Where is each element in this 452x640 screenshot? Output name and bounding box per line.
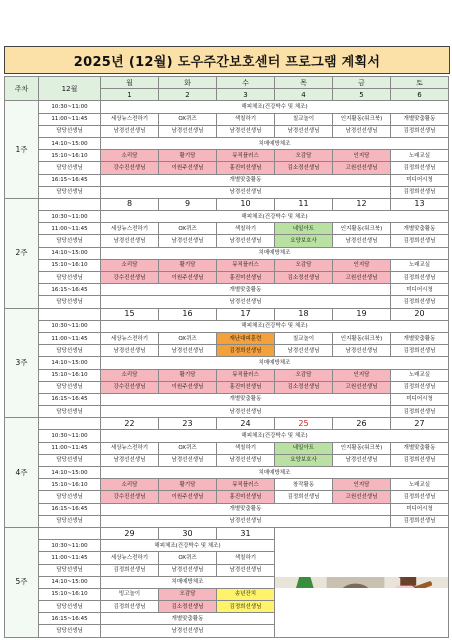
teacher-cell: 남경선선생님 <box>333 125 391 137</box>
date-cell: 20 <box>391 308 449 320</box>
blank-cell <box>39 198 101 210</box>
program-cell: OX퀴즈 <box>159 223 217 235</box>
teacher-cell: 남경선선생님 <box>101 125 159 137</box>
table-row <box>5 332 449 344</box>
teacher-cell: 고원선선생님 <box>333 491 391 503</box>
teacher-cell: 강수진선생님 <box>101 162 159 174</box>
table-row <box>5 320 449 332</box>
table-row <box>5 308 449 320</box>
teacher-cell: 남경선선생님 <box>217 125 275 137</box>
table-row <box>5 454 449 466</box>
teacher-cell: 남경선선생님 <box>101 406 391 418</box>
program-cell: 치매예방체조 <box>101 137 449 149</box>
program-cell: 노래교실 <box>391 259 449 271</box>
teacher-label: 담당선생님 <box>39 625 101 637</box>
program-cell: OX퀴즈 <box>159 113 217 125</box>
program-cell: 치매예방체조 <box>101 247 449 259</box>
date-cell: 18 <box>275 308 333 320</box>
page-title: 2025년 (12월) 도우주간보호센터 프로그램 계획서 <box>4 46 450 74</box>
table-row <box>5 113 449 125</box>
program-cell: 개별맞춤활동 <box>101 174 391 186</box>
day-header: 목 <box>275 77 333 89</box>
date-cell: 29 <box>101 527 159 539</box>
date-cell: 22 <box>101 418 159 430</box>
teacher-cell: 김정희선생님 <box>391 186 449 198</box>
teacher-cell: 김경희선생님 <box>217 345 275 357</box>
blank-cell <box>39 308 101 320</box>
date-cell: 23 <box>159 418 217 430</box>
blank-cell <box>39 418 101 430</box>
teacher-cell: 남경선선생님 <box>275 125 333 137</box>
teacher-cell: 남경선선생님 <box>159 125 217 137</box>
teacher-cell: 김정희선생님 <box>391 345 449 357</box>
program-cell: 오감담 <box>275 150 333 162</box>
date-header: 4 <box>275 89 333 101</box>
program-cell: 색칠하기 <box>217 552 275 564</box>
teacher-cell: 남경선선생님 <box>101 186 391 198</box>
date-cell: 17 <box>217 308 275 320</box>
teacher-cell: 남경선선생님 <box>101 235 159 247</box>
teacher-label: 담당선생님 <box>39 406 101 418</box>
teacher-cell: 남경선선생님 <box>333 235 391 247</box>
teacher-label: 담당선생님 <box>39 186 101 198</box>
program-cell: 뮤직플러스 <box>217 369 275 381</box>
schedule-table <box>4 76 449 638</box>
teacher-cell: 김정희선생님 <box>391 515 449 527</box>
date-cell: 26 <box>333 418 391 430</box>
week-label: 2주 <box>5 198 39 308</box>
program-cell: 오감담 <box>159 588 217 600</box>
time-slot: 14:10~15:00 <box>39 467 101 479</box>
table-row <box>5 125 449 137</box>
table-row <box>5 186 449 198</box>
teacher-cell: 김정희선생님 <box>217 601 275 613</box>
teacher-cell: 김정희선생님 <box>391 125 449 137</box>
table-row <box>5 174 449 186</box>
table-row <box>5 467 449 479</box>
holiday-date-cell: 25 <box>275 418 333 430</box>
date-header: 6 <box>391 89 449 101</box>
program-cell: OX퀴즈 <box>159 552 217 564</box>
teacher-label: 담당선생님 <box>39 162 101 174</box>
time-slot: 11:00~11:45 <box>39 332 101 344</box>
program-cell: 개별맞춤활동 <box>101 613 275 625</box>
date-cell: 13 <box>391 198 449 210</box>
program-cell: 치매예방체조 <box>101 576 275 588</box>
teacher-label: 담당선생님 <box>39 601 101 613</box>
teacher-cell: 김소정선생님 <box>275 162 333 174</box>
date-cell: 19 <box>333 308 391 320</box>
program-cell: 해피체조(건강박수 및 체조) <box>101 430 449 442</box>
teacher-cell: 김정희선생님 <box>101 601 159 613</box>
time-slot: 16:15~16:45 <box>39 174 101 186</box>
time-slot: 11:00~11:45 <box>39 113 101 125</box>
table-row <box>5 515 449 527</box>
teacher-cell: 김소정선생님 <box>159 601 217 613</box>
program-cell: 활기담 <box>159 479 217 491</box>
program-cell: 해피체조(건강박수 및 체조) <box>101 320 449 332</box>
table-row <box>5 491 449 503</box>
time-slot: 16:15~16:45 <box>39 613 101 625</box>
teacher-cell: 고원선선생님 <box>333 272 391 284</box>
program-cell: 활기담 <box>159 150 217 162</box>
date-cell: 10 <box>217 198 275 210</box>
teacher-cell: 남경선선생님 <box>333 345 391 357</box>
date-header: 1 <box>101 89 159 101</box>
program-cell: OX퀴즈 <box>159 442 217 454</box>
table-row <box>5 393 449 405</box>
teacher-cell: 김정희선생님 <box>391 162 449 174</box>
teacher-label: 담당선생님 <box>39 296 101 308</box>
teacher-cell: 김정희선생님 <box>391 491 449 503</box>
program-cell: 뮤직플러스 <box>217 259 275 271</box>
program-cell: 소리담 <box>101 150 159 162</box>
christmas-girl-violin-illustration <box>275 577 448 588</box>
table-row <box>5 406 449 418</box>
teacher-label: 담당선생님 <box>39 345 101 357</box>
day-header: 금 <box>333 77 391 89</box>
time-slot: 15:10~16:10 <box>39 369 101 381</box>
program-cell: 노래교실 <box>391 479 449 491</box>
program-cell: 치매예방체조 <box>101 467 449 479</box>
program-cell: 노래교실 <box>391 150 449 162</box>
teacher-cell: 강수진선생님 <box>101 381 159 393</box>
table-row <box>5 381 449 393</box>
table-row <box>5 479 449 491</box>
teacher-label: 담당선생님 <box>39 381 101 393</box>
teacher-cell: 요양보호사 <box>275 235 333 247</box>
teacher-cell: 이원주선생님 <box>159 381 217 393</box>
date-cell: 11 <box>275 198 333 210</box>
day-header: 화 <box>159 77 217 89</box>
date-cell: 27 <box>391 418 449 430</box>
table-row <box>5 223 449 235</box>
time-slot: 15:10~16:10 <box>39 588 101 600</box>
teacher-cell: 홍진미선생님 <box>217 162 275 174</box>
day-header: 토 <box>391 77 449 89</box>
program-cell: 세상뉴스전하기 <box>101 332 159 344</box>
time-slot: 14:10~15:00 <box>39 357 101 369</box>
teacher-cell: 이원주선생님 <box>159 272 217 284</box>
time-slot: 15:10~16:10 <box>39 479 101 491</box>
program-cell: 활기담 <box>159 259 217 271</box>
week-label: 3주 <box>5 308 39 418</box>
program-cell: 소리담 <box>101 369 159 381</box>
teacher-cell: 남경선선생님 <box>101 515 391 527</box>
table-row <box>5 418 449 430</box>
table-row <box>5 137 449 149</box>
table-row <box>5 101 449 113</box>
teacher-cell: 남경선선생님 <box>217 454 275 466</box>
table-row <box>5 211 449 223</box>
program-cell: 인지활동(워크북) <box>333 223 391 235</box>
date-cell: 16 <box>159 308 217 320</box>
teacher-cell: 김소정선생님 <box>275 272 333 284</box>
teacher-cell: 남경선선생님 <box>217 235 275 247</box>
program-cell: 개별맞춤활동 <box>101 393 391 405</box>
time-slot: 10:30~11:00 <box>39 101 101 113</box>
program-cell: 색칠하기 <box>217 442 275 454</box>
program-cell: 미디어시청 <box>391 503 449 515</box>
program-cell: 색칠하기 <box>217 113 275 125</box>
time-slot: 14:10~15:00 <box>39 247 101 259</box>
teacher-cell: 홍진미선생님 <box>217 272 275 284</box>
program-cell: 창작활동 <box>275 479 333 491</box>
teacher-label: 담당선생님 <box>39 454 101 466</box>
time-slot: 16:15~16:45 <box>39 503 101 515</box>
teacher-cell: 홍진미선생님 <box>217 381 275 393</box>
time-slot: 15:10~16:10 <box>39 150 101 162</box>
program-cell: 빙고놀이 <box>101 588 159 600</box>
program-cell: 인지담 <box>333 479 391 491</box>
time-slot: 14:10~15:00 <box>39 576 101 588</box>
program-cell: 뮤직플러스 <box>217 479 275 491</box>
time-slot: 10:30~11:00 <box>39 430 101 442</box>
program-cell: 인지활동(워크북) <box>333 442 391 454</box>
program-cell: 노래교실 <box>391 369 449 381</box>
date-header: 3 <box>217 89 275 101</box>
program-cell: 해피체조(건강박수 및 체조) <box>101 211 449 223</box>
date-cell: 24 <box>217 418 275 430</box>
program-cell: 미디어시청 <box>391 393 449 405</box>
blank-cell <box>39 527 101 539</box>
program-cell: 칠교놀이 <box>275 113 333 125</box>
teacher-cell: 고원선선생님 <box>333 162 391 174</box>
program-cell: 해피체조(건강박수 및 체조) <box>101 540 275 552</box>
program-cell: 치매예방체조 <box>101 357 449 369</box>
table-row <box>5 162 449 174</box>
program-cell: 개별맞춤활동 <box>101 284 391 296</box>
table-row <box>5 345 449 357</box>
time-slot: 16:15~16:45 <box>39 284 101 296</box>
week-column-header: 주차 <box>5 77 39 101</box>
christmas-illustration <box>275 527 449 637</box>
program-cell: 세상뉴스전하기 <box>101 223 159 235</box>
teacher-cell: 남경선선생님 <box>101 454 159 466</box>
program-cell: 미디어시청 <box>391 284 449 296</box>
table-row <box>5 259 449 271</box>
program-cell: 칠교놀이 <box>275 332 333 344</box>
time-slot: 11:00~11:45 <box>39 552 101 564</box>
week-label: 5주 <box>5 527 39 637</box>
teacher-label: 담당선생님 <box>39 125 101 137</box>
header-row-days <box>5 77 449 89</box>
program-cell: 오감담 <box>275 259 333 271</box>
teacher-cell: 김정희선생님 <box>391 454 449 466</box>
teacher-cell: 강수진선생님 <box>101 491 159 503</box>
teacher-cell: 남경선선생님 <box>159 345 217 357</box>
date-cell: 9 <box>159 198 217 210</box>
week-label: 1주 <box>5 101 39 199</box>
teacher-cell: 이원주선생님 <box>159 491 217 503</box>
teacher-cell: 남경선선생님 <box>275 345 333 357</box>
table-row <box>5 272 449 284</box>
time-slot: 11:00~11:45 <box>39 223 101 235</box>
program-cell: 개별맞춤활동 <box>101 503 391 515</box>
time-slot: 10:30~11:00 <box>39 211 101 223</box>
table-row <box>5 430 449 442</box>
program-cell: 세상뉴스전하기 <box>101 113 159 125</box>
table-row <box>5 369 449 381</box>
teacher-cell: 고원선선생님 <box>333 381 391 393</box>
program-cell: 개별맞춤활동 <box>391 223 449 235</box>
teacher-cell: 요양보호사 <box>275 454 333 466</box>
teacher-cell: 남경선선생님 <box>101 345 159 357</box>
program-cell: 인지담 <box>333 369 391 381</box>
program-cell: 해피체조(건강박수 및 체조) <box>101 101 449 113</box>
program-cell: 인지담 <box>333 150 391 162</box>
program-cell: 네일아트 <box>275 442 333 454</box>
program-cell: 송년잔치 <box>217 588 275 600</box>
table-row <box>5 198 449 210</box>
date-header: 2 <box>159 89 217 101</box>
program-cell: 네일아트 <box>275 223 333 235</box>
program-cell: 인지활동(워크북) <box>333 332 391 344</box>
time-slot: 14:10~15:00 <box>39 137 101 149</box>
date-cell: 31 <box>217 527 275 539</box>
table-row <box>5 284 449 296</box>
program-cell: 세상뉴스전하기 <box>101 552 159 564</box>
program-cell: 뮤직플러스 <box>217 150 275 162</box>
teacher-cell: 김정희선생님 <box>391 272 449 284</box>
teacher-cell: 김정희선생님 <box>275 491 333 503</box>
teacher-cell: 남경선선생님 <box>101 625 275 637</box>
teacher-label: 담당선생님 <box>39 491 101 503</box>
teacher-cell: 강수진선생님 <box>101 272 159 284</box>
teacher-cell: 김정희선생님 <box>391 381 449 393</box>
program-cell: 개별맞춤활동 <box>391 113 449 125</box>
teacher-cell: 홍진미선생님 <box>217 491 275 503</box>
date-cell: 8 <box>101 198 159 210</box>
time-slot: 11:00~11:45 <box>39 442 101 454</box>
program-cell: OX퀴즈 <box>159 332 217 344</box>
table-row <box>5 296 449 308</box>
teacher-cell: 남경선선생님 <box>159 564 217 576</box>
table-row <box>5 247 449 259</box>
table-row <box>5 357 449 369</box>
program-cell: 활기담 <box>159 369 217 381</box>
program-cell: 색칠하기 <box>217 223 275 235</box>
program-cell: 미디어시청 <box>391 174 449 186</box>
time-slot: 15:10~16:10 <box>39 259 101 271</box>
date-cell: 30 <box>159 527 217 539</box>
program-cell: 개별맞춤활동 <box>391 442 449 454</box>
program-cell: 개별맞춤활동 <box>391 332 449 344</box>
teacher-cell: 김소정선생님 <box>275 381 333 393</box>
teacher-label: 담당선생님 <box>39 235 101 247</box>
teacher-cell: 김정희선생님 <box>391 296 449 308</box>
time-slot: 16:15~16:45 <box>39 393 101 405</box>
program-cell: 소리담 <box>101 479 159 491</box>
table-row <box>5 442 449 454</box>
teacher-cell: 남경선선생님 <box>217 564 275 576</box>
teacher-cell: 김정희선생님 <box>101 564 159 576</box>
teacher-cell: 남경선선생님 <box>333 454 391 466</box>
day-header: 월 <box>101 77 159 89</box>
table-row <box>5 150 449 162</box>
teacher-cell: 이원주선생님 <box>159 162 217 174</box>
teacher-cell: 남경선선생님 <box>101 296 391 308</box>
teacher-label: 담당선생님 <box>39 515 101 527</box>
day-header: 수 <box>217 77 275 89</box>
table-row <box>5 527 449 539</box>
date-cell: 15 <box>101 308 159 320</box>
teacher-cell: 김정희선생님 <box>391 235 449 247</box>
week-label: 4주 <box>5 418 39 528</box>
teacher-label: 담당선생님 <box>39 272 101 284</box>
table-row <box>5 503 449 515</box>
date-header: 5 <box>333 89 391 101</box>
teacher-cell: 남경선선생님 <box>159 454 217 466</box>
program-cell: 소리담 <box>101 259 159 271</box>
time-slot: 10:30~11:00 <box>39 320 101 332</box>
teacher-cell: 남경선선생님 <box>159 235 217 247</box>
time-slot: 10:30~11:00 <box>39 540 101 552</box>
program-cell: 재난대피훈련 <box>217 332 275 344</box>
program-cell: 세상뉴스전하기 <box>101 442 159 454</box>
teacher-cell: 김정희선생님 <box>391 406 449 418</box>
program-cell: 인지담 <box>333 259 391 271</box>
month-header: 12월 <box>39 77 101 101</box>
table-row <box>5 235 449 247</box>
program-cell: 인지활동(워크북) <box>333 113 391 125</box>
teacher-label: 담당선생님 <box>39 564 101 576</box>
date-cell: 12 <box>333 198 391 210</box>
program-cell: 오감담 <box>275 369 333 381</box>
